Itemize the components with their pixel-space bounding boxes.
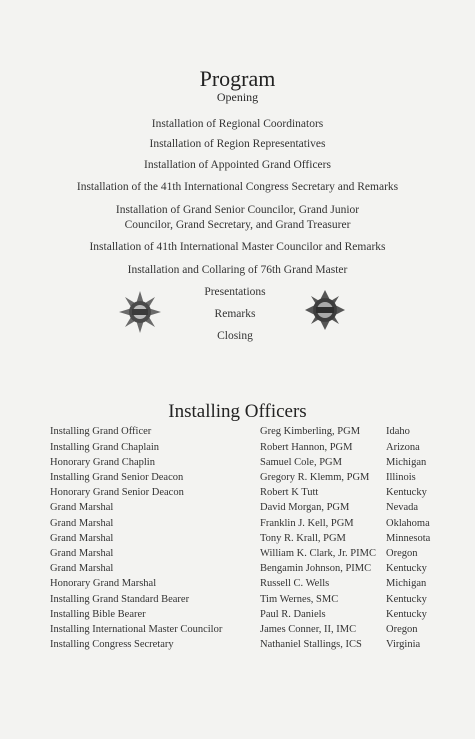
opening-label: Opening [216, 90, 259, 104]
officer-state: Virginia [386, 639, 421, 650]
officer-role: Honorary Grand Senior Deacon [50, 487, 184, 498]
officer-role: Installing Congress Secretary [50, 639, 174, 650]
officer-role: Installing Grand Officer [50, 426, 152, 437]
program-title: Program [199, 66, 276, 91]
program-item: Installation of Regional Coordinators [151, 118, 324, 130]
officer-name: Samuel Cole, PGM [260, 457, 342, 468]
officer-role: Installing Bible Bearer [50, 609, 146, 620]
officer-row [0, 622, 475, 638]
officer-role: Honorary Grand Marshal [50, 578, 157, 589]
officer-name: Nathaniel Stallings, ICS [260, 639, 362, 650]
officer-role: Grand Marshal [50, 502, 114, 513]
officer-name: James Conner, II, IMC [260, 624, 357, 635]
program-item: Installation of Grand Senior Councilor, Grand Junior [115, 204, 360, 216]
officer-row [0, 500, 475, 516]
officer-name: Bengamin Johnson, PIMC [260, 563, 372, 574]
officer-role: Installing International Master Councilor [50, 624, 223, 635]
officer-name: William K. Clark, Jr. PIMC [260, 548, 376, 559]
officer-role: Honorary Grand Chaplin [50, 457, 155, 468]
remarks-label: Remarks [214, 308, 256, 320]
installing-officers-title: Installing Officers [168, 401, 307, 422]
officer-state: Kentucky [386, 609, 427, 620]
officer-role: Grand Marshal [50, 518, 114, 529]
left-emblem-icon [118, 290, 162, 334]
officer-name: Tony R. Krall, PGM [260, 533, 346, 544]
program-item: Installation and Collaring of 76th Grand Master [127, 264, 348, 276]
officer-role: Grand Marshal [50, 533, 114, 544]
officer-name: Paul R. Daniels [260, 609, 326, 620]
officer-state: Illinois [386, 472, 416, 483]
officer-role: Installing Grand Standard Bearer [50, 594, 190, 605]
officer-row [0, 592, 475, 608]
closing-label: Closing [217, 330, 253, 342]
program-item: Installation of Region Representatives [149, 138, 326, 150]
officer-state: Oregon [386, 624, 418, 635]
officer-state: Oklahoma [386, 518, 430, 529]
program-item: Councilor, Grand Secretary, and Grand Treasurer [124, 219, 351, 231]
officer-row [0, 531, 475, 547]
officer-state: Arizona [386, 442, 420, 453]
officer-row [0, 455, 475, 471]
officer-name: Franklin J. Kell, PGM [260, 518, 354, 529]
presentations-label: Presentations [204, 286, 266, 298]
officer-state: Minnesota [386, 533, 431, 544]
officer-row [0, 485, 475, 501]
officer-state: Nevada [386, 502, 419, 513]
officer-state: Kentucky [386, 594, 427, 605]
program-item: Installation of the 41th International Congress Secretary and Remarks [76, 181, 399, 193]
officer-state: Idaho [386, 426, 410, 437]
officer-state: Kentucky [386, 563, 427, 574]
officer-name: David Morgan, PGM [260, 502, 350, 513]
officer-state: Oregon [386, 548, 418, 559]
officer-state: Michigan [386, 457, 427, 468]
officer-row [0, 561, 475, 577]
officer-state: Michigan [386, 578, 427, 589]
right-emblem-icon [303, 288, 347, 332]
officer-row [0, 576, 475, 592]
officer-name: Greg Kimberling, PGM [260, 426, 361, 437]
officer-role: Installing Grand Senior Deacon [50, 472, 184, 483]
officer-state: Kentucky [386, 487, 427, 498]
officer-row [0, 470, 475, 486]
program-item: Installation of 41th International Master Councilor and Remarks [89, 241, 386, 253]
officer-role: Grand Marshal [50, 563, 114, 574]
officer-name: Robert Hannon, PGM [260, 442, 353, 453]
officer-name: Tim Wernes, SMC [260, 594, 339, 605]
officer-role: Grand Marshal [50, 548, 114, 559]
officer-name: Gregory R. Klemm, PGM [260, 472, 370, 483]
program-item: Installation of Appointed Grand Officers [144, 159, 331, 171]
officer-name: Robert K Tutt [260, 487, 319, 498]
officer-name: Russell C. Wells [260, 578, 330, 589]
officer-row [0, 637, 475, 653]
officer-row [0, 424, 475, 440]
officer-row [0, 440, 475, 456]
officer-role: Installing Grand Chaplain [50, 442, 160, 453]
officer-row [0, 607, 475, 623]
officer-row [0, 516, 475, 532]
officer-row [0, 546, 475, 562]
